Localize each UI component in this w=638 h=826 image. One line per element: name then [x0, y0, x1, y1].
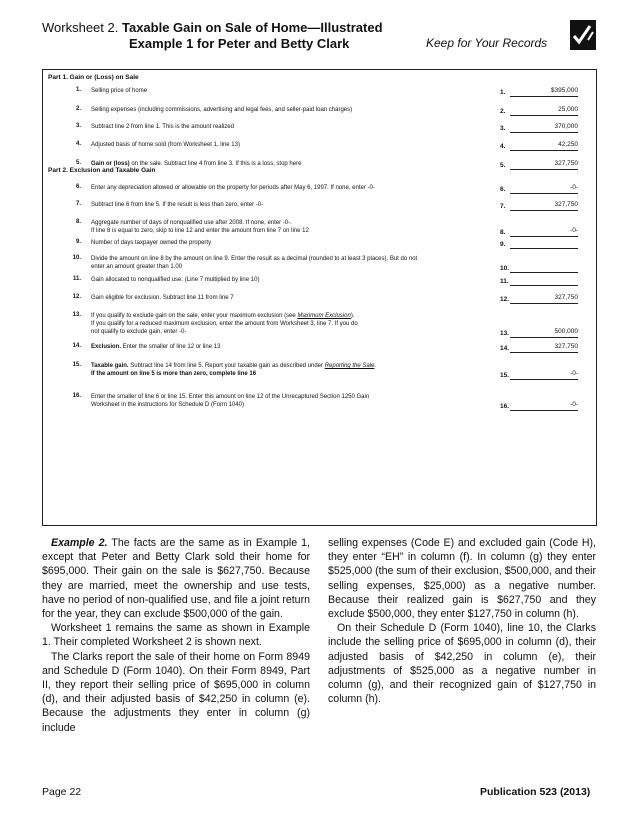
amount-field: -0- [510, 370, 578, 380]
reference-link[interactable]: Maximum Exclusion [297, 313, 351, 319]
row-text [91, 294, 489, 302]
title-line2: Example 1 for Peter and Betty Clark [129, 36, 350, 51]
amount-field: $395,000 [510, 87, 578, 97]
left-paragraph-1: The facts are the same as in Example 1, except that Peter and Betty Clark sold their home for $695,000. Their gain on the sale is $627,750. Because they are married, meet the ownership and use tests, have no period of non-qualified use, and file a joint return for the year, they can exclude $500,000 of the gain. [42, 537, 310, 621]
row-text-main: If you qualify to exclude gain on the sale, enter your maximum exclusion (see [91, 313, 298, 319]
amount-field: -0- [510, 227, 578, 237]
amount-field: -0- [510, 401, 578, 411]
row-text-cont: Worksheet in the instructions for Schedule D (Form 1040) [91, 402, 244, 408]
checkmark-pencil-icon [570, 20, 596, 50]
row-number: 9. [75, 239, 81, 245]
row-text-main: Selling expenses (including commissions, advertising and legal fees, and seller-paid loan charges) [91, 107, 353, 113]
line-number: 14. [500, 345, 510, 352]
keep-note: Keep for Your Records [426, 36, 548, 50]
row-number: 11. [72, 276, 81, 282]
row-text [91, 362, 489, 378]
row-number: 12. [72, 294, 81, 300]
worksheet-table [42, 69, 597, 526]
right-column [328, 536, 596, 706]
row-number: 16. [72, 393, 81, 399]
row-text-after: ). [350, 313, 355, 319]
row-text-main: Enter the smaller of line 12 or line 13 [121, 344, 221, 350]
row-text-cont: not qualify to exclude gain, enter -0- [91, 329, 187, 335]
row-number: 5. [75, 160, 81, 166]
row-text-main: Enter any depreciation allowed or allowable on the property for periods after May 6, 1997. If none, enter -0- [91, 185, 375, 191]
row-number: 2. [75, 106, 81, 112]
row-text-main: Subtract line 2 from line 1. This is the amount realized [91, 124, 234, 130]
row-text [91, 276, 489, 284]
row-number: 6. [75, 184, 81, 190]
worksheet-label: Worksheet 2. [42, 20, 119, 35]
right-paragraph-1: selling expenses (Code E) and excluded gain (Code H), they enter “EH” in column (f). In column (g) they enter $525,000 (the sum of their exclusion, $500,000, and their selling expenses, $25,000) as a negative number. Because their realized gain is $627,750 and they exclude $500,000, they enter $127,750 in column (h). [328, 537, 596, 621]
row-text [91, 141, 489, 149]
amount-field: 327,750 [510, 343, 578, 353]
row-text [91, 123, 489, 131]
row-text-after: . [374, 363, 377, 369]
row-number: 15. [72, 362, 81, 368]
part2-heading: Part 2. Exclusion and Taxable Gain [48, 167, 156, 174]
row-text [91, 239, 489, 247]
line-number: 11. [500, 278, 509, 285]
page-number: Page 22 [42, 786, 82, 798]
row-text-cont: If the amount on line 5 is more than zero, complete line 16 [91, 371, 257, 377]
row-text-cont: enter an amount greater than 1.00 [91, 264, 183, 270]
row-text [91, 219, 489, 235]
row-text-main: Subtract line 6 from line 5. If the result is less than zero, enter -0- [91, 202, 264, 208]
line-number: 8. [500, 229, 506, 236]
row-text-main: Aggregate number of days of nonqualified use after 2008. If none, enter -0-. [91, 220, 292, 226]
line-number: 2. [500, 108, 506, 115]
line-number: 5. [500, 162, 506, 169]
row-text-main: on the sale. Subtract line 4 from line 3. If this is a loss, stop here [129, 161, 302, 167]
row-text [91, 201, 489, 209]
right-paragraph-2: On their Schedule D (Form 1040), line 10, the Clarks include the selling price of $695,000 in column (d), their adjusted basis of $42,250 in column (e), their adjustments of $525,000 as a negative number in column (g), and their recognized gain of $127,750 in column (h). [328, 622, 596, 706]
row-number: 10. [72, 255, 81, 261]
row-text-main: Divide the amount on line 8 by the amount on line 9. Enter the result as a decimal (rounded to at least 3 places). But do not [91, 256, 418, 262]
row-text [91, 393, 489, 409]
amount-field [510, 239, 578, 249]
amount-field: 327,750 [510, 201, 578, 211]
line-number: 1. [500, 89, 506, 96]
part1-heading: Part 1. Gain or (Loss) on Sale [48, 74, 139, 81]
amount-field: 370,000 [510, 123, 578, 133]
left-column [42, 536, 310, 735]
row-text [91, 106, 489, 114]
line-number: 4. [500, 143, 506, 150]
row-text-main: Number of days taxpayer owned the property [91, 240, 212, 246]
line-number: 12. [500, 296, 510, 303]
row-text-bold: Gain or (loss) [91, 161, 130, 167]
row-number: 1. [75, 87, 81, 93]
line-number: 15. [500, 372, 510, 379]
row-text-bold: Taxable gain. [91, 363, 129, 369]
example-lead: Example 2. [51, 537, 108, 549]
row-text [91, 255, 489, 271]
row-number: 8. [75, 219, 81, 225]
amount-field: 25,000 [510, 106, 578, 116]
publication-id: Publication 523 (2013) [480, 786, 591, 798]
row-text [91, 312, 489, 336]
line-number: 10. [500, 265, 510, 272]
line-number: 13. [500, 330, 510, 337]
amount-field: 500,000 [510, 328, 578, 338]
row-text-cont: If line 8 is equal to zero, skip to line 12 and enter the amount from line 7 on line 12 [91, 228, 309, 234]
row-text-main: Enter the smaller of line 6 or line 15. Enter this amount on line 12 of the Unrecaptured Section 1250 Gain [91, 394, 370, 400]
amount-field [510, 276, 578, 286]
reference-link[interactable]: Reporting the Sale [324, 363, 375, 369]
line-number: 3. [500, 125, 506, 132]
line-number: 9. [500, 241, 506, 248]
title-line1: Taxable Gain on Sale of Home—Illustrated [121, 20, 383, 35]
row-number: 13. [72, 312, 81, 318]
row-text [91, 343, 489, 351]
row-text-main: Selling price of home [91, 88, 148, 94]
row-text-cont: If you qualify for a reduced maximum exclusion, enter the amount from Worksheet 3, line 7. If you do [91, 321, 358, 327]
amount-field: 327,750 [510, 294, 578, 304]
row-text [91, 87, 489, 95]
row-text [91, 184, 489, 192]
row-text-main: Gain allocated to nonqualified use. (Line 7 multiplied by line 10) [91, 277, 260, 283]
row-number: 4. [75, 141, 81, 147]
amount-field: -0- [510, 184, 578, 194]
row-text-bold: Exclusion. [91, 344, 122, 350]
amount-field [510, 263, 578, 273]
row-text-main: Gain eligible for exclusion. Subtract line 11 from line 7 [91, 295, 234, 301]
row-number: 14. [72, 343, 81, 349]
row-number: 3. [75, 123, 81, 129]
line-number: 6. [500, 186, 506, 193]
left-paragraph-2: Worksheet 1 remains the same as shown in Example 1. Their completed Worksheet 2 is shown next. [42, 622, 310, 649]
row-text-main: Adjusted basis of home sold (from Worksheet 1, line 13) [91, 142, 240, 148]
worksheet-title [42, 20, 383, 35]
amount-field: 42,250 [510, 141, 578, 151]
line-number: 16. [500, 403, 510, 410]
amount-field: 327,750 [510, 160, 578, 170]
left-paragraph-3: The Clarks report the sale of their home on Form 8949 and Schedule D (Form 1040). On their Form 8949, Part II, they report their selling price of $695,000 in column (d), and their adjusted basis of $42,250 in column (e). Because the adjustments they enter in column (g) include [42, 650, 310, 734]
line-number: 7. [500, 203, 506, 210]
row-number: 7. [75, 201, 81, 207]
row-text-main: Subtract line 14 from line 5. Report your taxable gain as described under [128, 363, 325, 369]
